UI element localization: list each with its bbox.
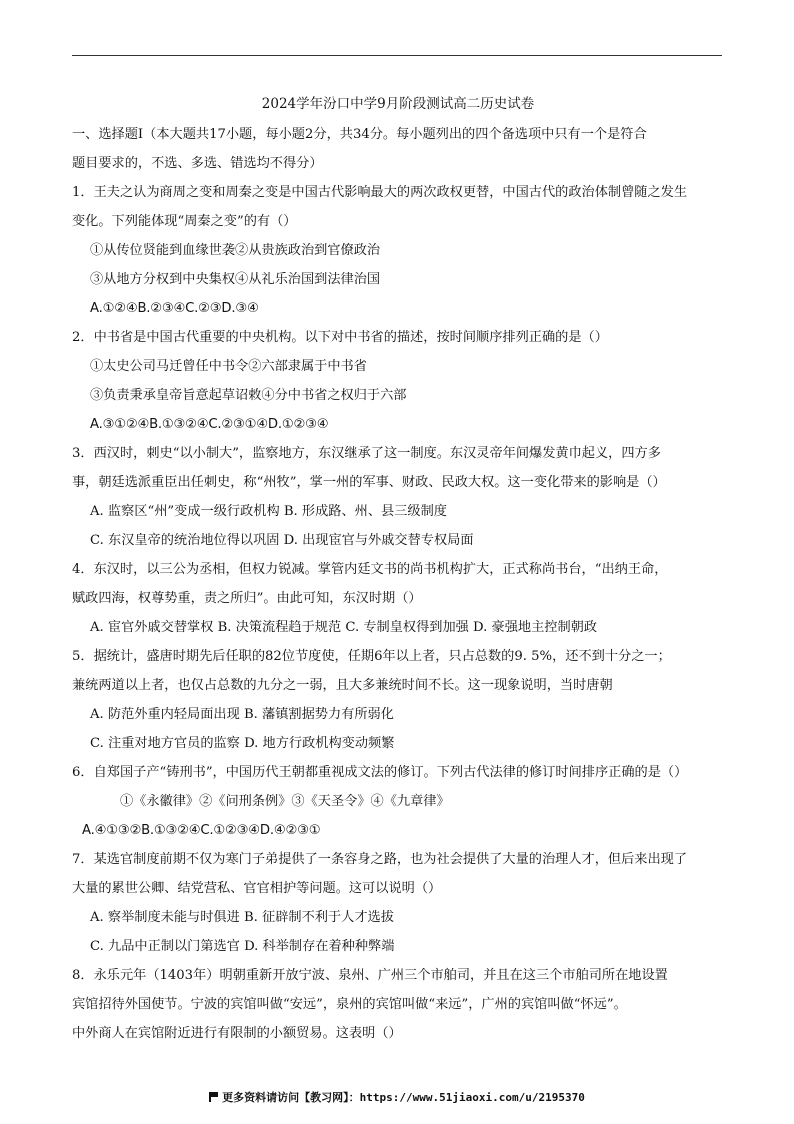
question-item: ①《永徽律》②《问刑条例》③《天圣令》④《九章律》	[120, 794, 450, 809]
question-item: ①从传位贤能到血缘世袭②从贵族政治到官僚政治	[90, 243, 381, 258]
question-stem-line: 1．王夫之认为商周之变和周秦之变是中国古代影响最大的两次政权更替，中国古代的政治体制曾随之发生	[72, 185, 688, 200]
answer-options: A. 察举制度未能与时俱进 B. 征辟制不利于人才选拔	[90, 910, 394, 925]
section-heading: 一、选择题Ⅰ（本大题共17小题，每小题2分，共34分。每小题列出的四个备选项中只有一个是符合	[72, 127, 647, 142]
header-rule	[72, 55, 722, 56]
question-stem-line: 赋政四海，权尊势重，责之所归”。由此可知，东汉时期（）	[72, 591, 422, 606]
question-stem-line: 变化。下列能体现“周秦之变”的有（）	[72, 214, 297, 229]
footer-link[interactable]: 更多资料请访问【教习网】：https://www.51jiaoxi.com/u/2195370	[222, 1091, 585, 1104]
answer-options: A.④①③②B.①③②④C.①②③④D.④②③①	[82, 823, 321, 838]
question-stem-line: 8．永乐元年（1403年）明朝重新开放宁波、泉州、广州三个市舶司，并且在这三个市舶司所在地设置	[72, 968, 668, 983]
flag-icon	[209, 1092, 218, 1102]
answer-options: A. 宦官外戚交替掌权 B. 决策流程趋于规范 C. 专制皇权得到加强 D. 豪强地主控制朝政	[90, 620, 598, 635]
question-3	[72, 439, 724, 555]
question-stem-line: 2．中书省是中国古代重要的中央机构。以下对中书省的描述，按时间顺序排列正确的是（）	[72, 330, 608, 345]
question-item: ①太史公司马迁曾任中书令②六部隶属于中书省	[90, 359, 367, 374]
question-stem-line: 5．据统计，盛唐时期先后任职的82位节度使，任期6年以上者，只占总数的9. 5%，还不到十分之一；	[72, 649, 671, 664]
question-stem-line: 宾馆招待外国使节。宁波的宾馆叫做“安远”，泉州的宾馆叫做“来远”，广州的宾馆叫做“怀远”。	[72, 997, 627, 1012]
question-1	[72, 178, 724, 323]
question-stem-line: 3．西汉时，刺史“以小制大”，监察地方，东汉继承了这一制度。东汉灵帝年间爆发黄巾起义，四方多	[72, 446, 661, 461]
question-stem-line: 事，朝廷选派重臣出任刺史，称“州牧”，掌一州的军事、财政、民政大权。这一变化带来的影响是（）	[72, 475, 666, 490]
question-stem-line: 中外商人在宾馆附近进行有限制的小额贸易。这表明（）	[72, 1026, 402, 1041]
answer-options: C. 九品中正制以门第选官 D. 科举制存在着种种弊端	[90, 939, 395, 954]
answer-options: A.③①②④B.①③②④C.②③①④D.①②③④	[90, 417, 329, 432]
question-stem-line: 7．某选官制度前期不仅为寒门子弟提供了一条容身之路，也为社会提供了大量的治理人才，但后来出现了	[72, 852, 688, 867]
question-7	[72, 845, 724, 961]
question-8	[72, 961, 724, 1048]
section-heading-cont: 题目要求的，不选、多选、错选均不得分）	[72, 156, 323, 171]
question-item: ③负责秉承皇帝旨意起草诏敕④分中书省之权归于六部	[90, 388, 407, 403]
exam-body	[72, 94, 724, 1048]
question-2	[72, 323, 724, 439]
answer-options: C. 东汉皇帝的统治地位得以巩固 D. 出现宦官与外戚交替专权局面	[90, 533, 474, 548]
question-stem-line: 4．东汉时，以三公为丞相，但权力锐减。掌管内廷文书的尚书机构扩大，正式称尚书台，“出纳王命，	[72, 562, 668, 577]
question-item: ③从地方分权到中央集权④从礼乐治国到法律治国	[90, 272, 381, 287]
answer-options: A. 防范外重内轻局面出现 B. 藩镇割据势力有所弱化	[90, 707, 394, 722]
question-stem-line: 6．自郑国子产“铸刑书”，中国历代王朝都重视成文法的修订。下列古代法律的修订时间排序正确的是（）	[72, 765, 688, 780]
answer-options: A.①②④B.②③④C.②③D.③④	[90, 301, 259, 316]
answer-options: C. 注重对地方官员的监察 D. 地方行政机构变动频繁	[90, 736, 395, 751]
question-stem-line: 大量的累世公卿、结党营私、官官相护等问题。这可以说明（）	[72, 881, 442, 896]
question-stem-line: 兼统两道以上者，也仅占总数的九分之一弱，且大多兼统时间不长。这一现象说明，当时唐朝	[72, 678, 613, 693]
exam-title: 2024学年汾口中学9月阶段测试高二历史试卷	[261, 96, 535, 112]
answer-options: A. 监察区“州”变成一级行政机构 B. 形成路、州、县三级制度	[90, 504, 447, 519]
question-4	[72, 555, 724, 642]
question-5	[72, 642, 724, 758]
footer	[0, 1089, 794, 1105]
question-6	[72, 758, 724, 845]
